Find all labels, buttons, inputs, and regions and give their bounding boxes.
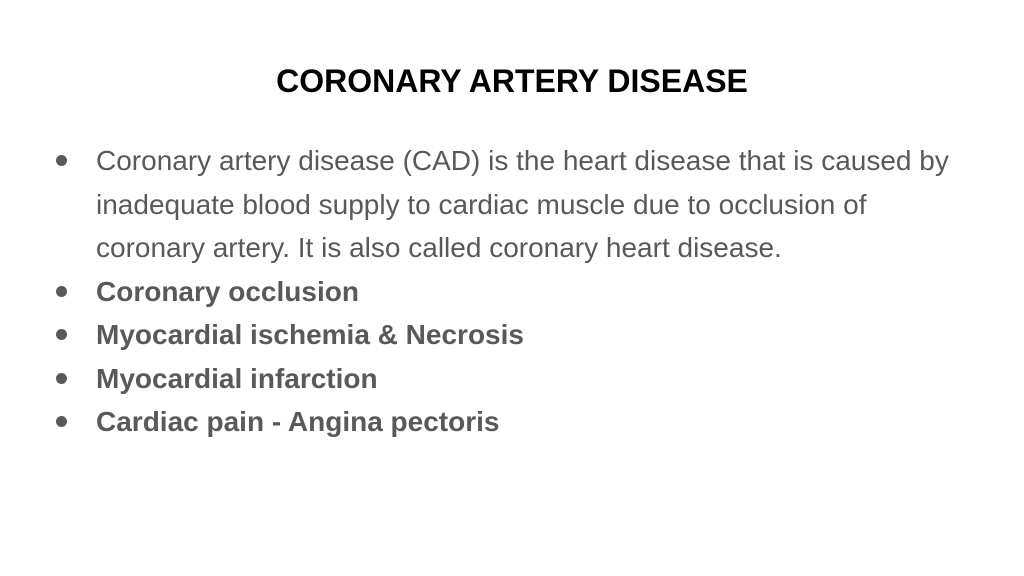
bullet-text: Myocardial ischemia & Necrosis [96,319,524,350]
bullet-dot-icon [56,416,67,427]
bullet-item-definition [52,139,952,270]
bullet-text: Myocardial infarction [96,362,378,394]
bullet-dot-icon [56,373,67,384]
bullet-text: Coronary occlusion [96,275,359,307]
bullet-text: Coronary artery disease (CAD) is the heart disease that is caused by inadequate blood supply to cardiac muscle due to occlusion of coronary artery. It is also called coronary heart disease. [96,145,949,263]
bullet-item-myocardial-infarction [52,357,952,401]
bullet-list [52,139,952,444]
slide-title: CORONARY ARTERY DISEASE [276,63,748,99]
bullet-item-coronary-occlusion [52,270,952,314]
bullet-dot-icon [56,155,67,166]
bullet-item-cardiac-pain [52,400,952,444]
bullet-text: Cardiac pain - Angina pectoris [96,406,500,437]
bullet-dot-icon [56,286,67,297]
bullet-dot-icon [56,329,67,340]
bullet-item-myocardial-ischemia [52,313,952,357]
